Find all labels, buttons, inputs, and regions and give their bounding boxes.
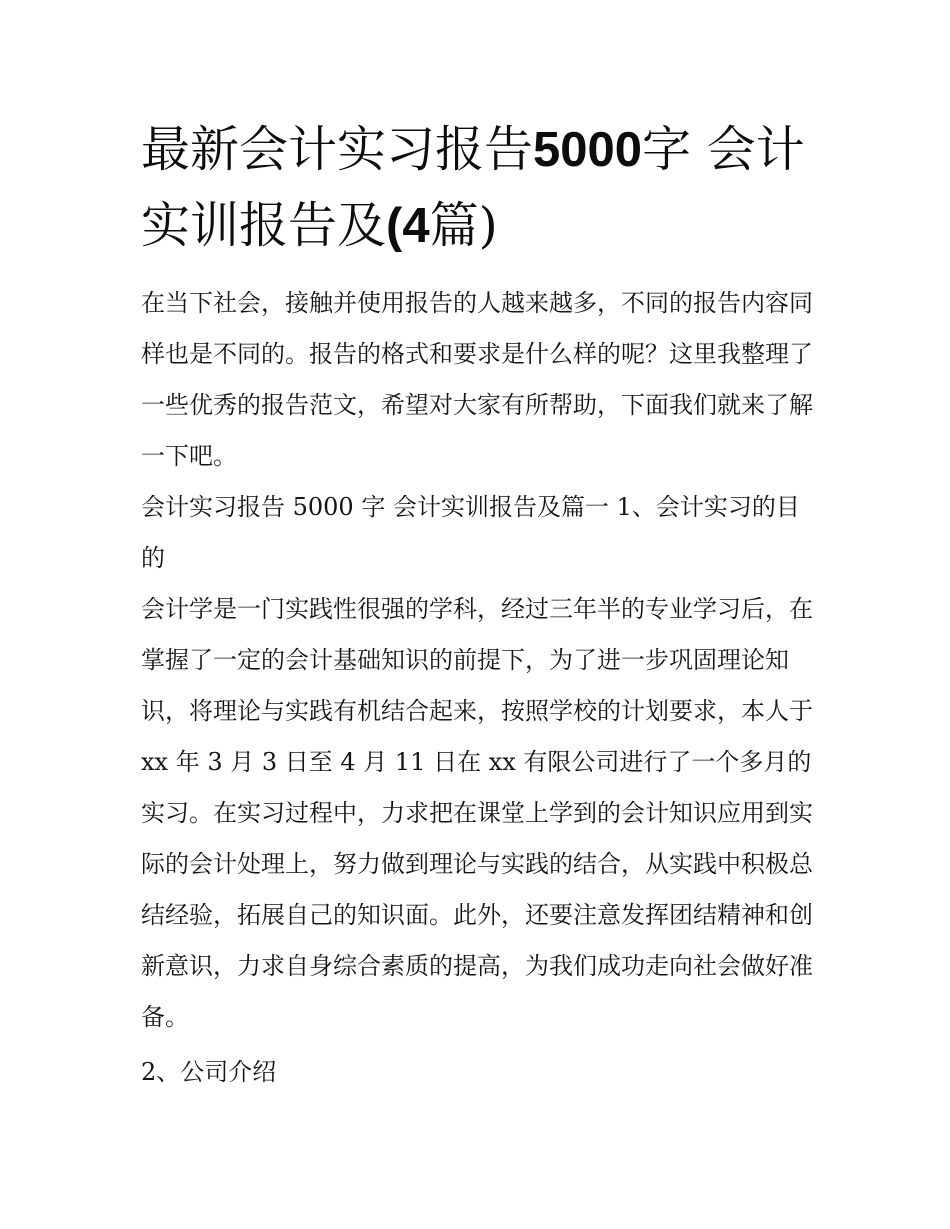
title-number: 5000 [533,123,643,177]
title-part3: 篇) [429,197,498,254]
section-heading: 会计实习报告 5000 字 会计实训报告及篇一 1、会计实习的目的 [141,493,800,572]
title-part2: 字 会计实训报告及 [141,121,805,254]
body-paragraph: 会计学是一门实践性很强的学科，经过三年半的专业学习后，在掌握了一定的会计基础知识的前提下，为了进一步巩固理论知识，将理论与实践有机结合起来，按照学校的计划要求，本人于 xx 年 3 月 3 日至 4 月 11 日在 xx 有限公司进行了一个多月的实习。在实习过程中，力求把在课堂上学到的会计知识应用到实际的会计处理上，努力做到理论与实践的结合，从实践中积极总结经验，拓展自己的知识面。此外，还要注意发挥团结精神和创新意识，力求自身综合素质的提高，为我们成功走向社会做好准备。 [141,595,813,1031]
title-part1: 最新会计实习报告 [141,121,534,178]
document-title [141,112,816,264]
subheading-company-intro: 2、公司介绍 [141,1058,277,1086]
document-content [141,112,816,1098]
intro-paragraph: 在当下社会，接触并使用报告的人越来越多，不同的报告内容同样也是不同的。报告的格式和要求是什么样的呢？这里我整理了一些优秀的报告范文，希望对大家有所帮助，下面我们就来了解一下吧。 [141,289,813,470]
title-count: 4 [402,199,430,253]
title-paren: ( [386,199,403,253]
